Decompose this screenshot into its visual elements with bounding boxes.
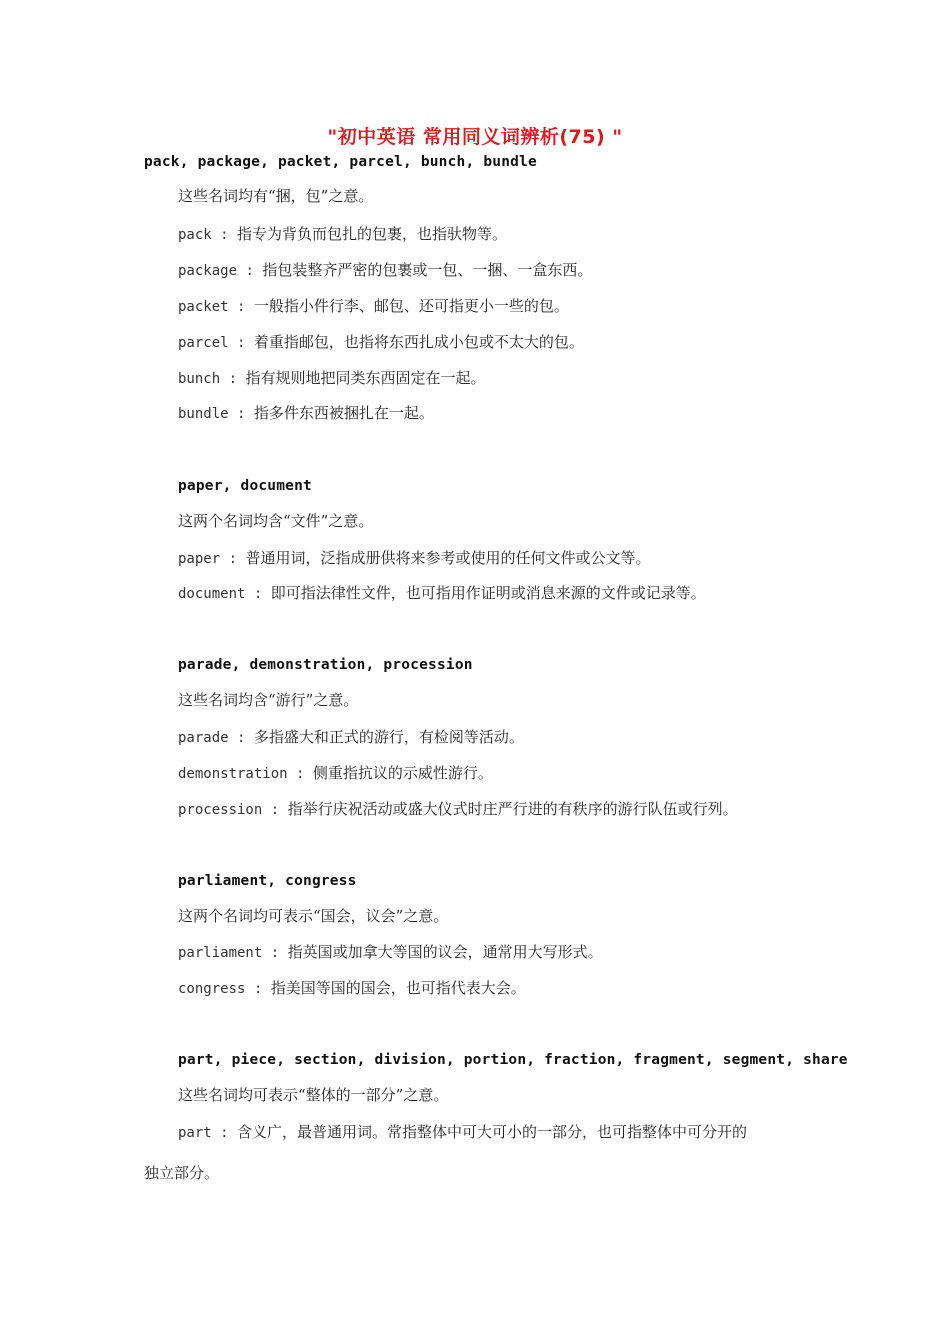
- entry-definition: 指多件东西被捆扎在一起。: [253, 404, 434, 422]
- entry-separator: :: [228, 730, 254, 746]
- entry-separator: :: [220, 371, 246, 387]
- section-heading: paper, document: [178, 478, 312, 494]
- entry-separator: :: [287, 766, 313, 782]
- entry-term: paper: [178, 551, 221, 567]
- definition-entry: [178, 296, 569, 317]
- entry-term: package: [178, 263, 238, 279]
- entry-term: procession: [178, 802, 263, 818]
- definition-entry: [178, 260, 592, 281]
- section-heading: part, piece, section, division, portion, fraction, fragment, segment, share: [178, 1052, 848, 1068]
- section-intro: 这两个名词均可表示“国会，议会”之意。: [178, 907, 449, 925]
- entry-definition: 一般指小件行李、邮包、还可指更小一些的包。: [253, 297, 569, 315]
- entry-separator: :: [228, 406, 254, 422]
- entry-definition: 指举行庆祝活动或盛大仪式时庄严行进的有秩序的游行队伍或行列。: [287, 800, 738, 818]
- definition-entry: [178, 332, 584, 353]
- definition-entry: [178, 942, 603, 963]
- entry-term: congress: [178, 981, 246, 997]
- definition-entry: [178, 403, 434, 424]
- section-heading: parade, demonstration, procession: [178, 657, 473, 673]
- document-title: "初中英语 常用同义词辨析(75) ": [327, 126, 623, 148]
- definition-entry: [178, 368, 485, 389]
- entry-term: packet: [178, 299, 229, 315]
- definition-entry: [178, 978, 526, 999]
- entry-separator: :: [228, 299, 254, 315]
- entry-definition: 指美国等国的国会，也可指代表大会。: [270, 979, 526, 997]
- definition-entry: [178, 583, 706, 604]
- entry-separator: :: [262, 802, 288, 818]
- section-heading: pack, package, packet, parcel, bunch, bundle: [144, 154, 537, 170]
- entry-separator: :: [211, 227, 238, 243]
- entry-definition: 指包装整齐严密的包裹或一包、一捆、一盒东西。: [262, 261, 593, 279]
- entry-term: parcel: [178, 335, 229, 351]
- definition-entry: [178, 727, 524, 748]
- section-intro: 这些名词均含“游行”之意。: [178, 691, 359, 709]
- entry-definition: 指专为背负而包扎的包裹，也指驮物等。: [237, 225, 508, 243]
- entry-term: part: [178, 1125, 212, 1141]
- entry-term: document: [178, 586, 246, 602]
- entry-definition: 指有规则地把同类东西固定在一起。: [245, 369, 486, 387]
- entry-separator: :: [237, 263, 263, 279]
- section-intro: 这些名词均有“捆，包”之意。: [178, 187, 374, 205]
- entry-separator: :: [245, 981, 271, 997]
- entry-term: bundle: [178, 406, 229, 422]
- entry-separator: :: [220, 551, 246, 567]
- entry-term: parade: [178, 730, 229, 746]
- definition-entry: [178, 799, 738, 820]
- entry-definition: 着重指邮包，也指将东西扎成小包或不太大的包。: [253, 333, 584, 351]
- entry-definition: 侧重指抗议的示威性游行。: [312, 764, 493, 782]
- definition-entry: [178, 1122, 747, 1143]
- entry-definition: 普通用词，泛指成册供将来参考或使用的任何文件或公文等。: [245, 549, 651, 567]
- entry-separator: :: [228, 335, 254, 351]
- entry-definition: 多指盛大和正式的游行，有检阅等活动。: [253, 728, 524, 746]
- definition-entry: [178, 548, 650, 569]
- entry-term: demonstration: [178, 766, 288, 782]
- entry-definition: 含义广，最普通用词。常指整体中可大可小的一部分，也可指整体中可分开的: [237, 1123, 748, 1141]
- definition-entry: [178, 763, 493, 784]
- section-heading: parliament, congress: [178, 873, 357, 889]
- definition-entry: [178, 224, 507, 245]
- entry-separator: :: [262, 945, 288, 961]
- entry-term: parliament: [178, 945, 263, 961]
- section-intro: 这些名词均可表示“整体的一部分”之意。: [178, 1086, 449, 1104]
- entry-separator: :: [245, 586, 271, 602]
- entry-term: pack: [178, 227, 212, 243]
- definition-continuation: 独立部分。: [144, 1164, 220, 1182]
- entry-separator: :: [211, 1125, 238, 1141]
- section-intro: 这两个名词均含“文件”之意。: [178, 512, 374, 530]
- entry-term: bunch: [178, 371, 221, 387]
- entry-definition: 指英国或加拿大等国的议会，通常用大写形式。: [287, 943, 603, 961]
- entry-definition: 即可指法律性文件，也可指用作证明或消息来源的文件或记录等。: [270, 584, 706, 602]
